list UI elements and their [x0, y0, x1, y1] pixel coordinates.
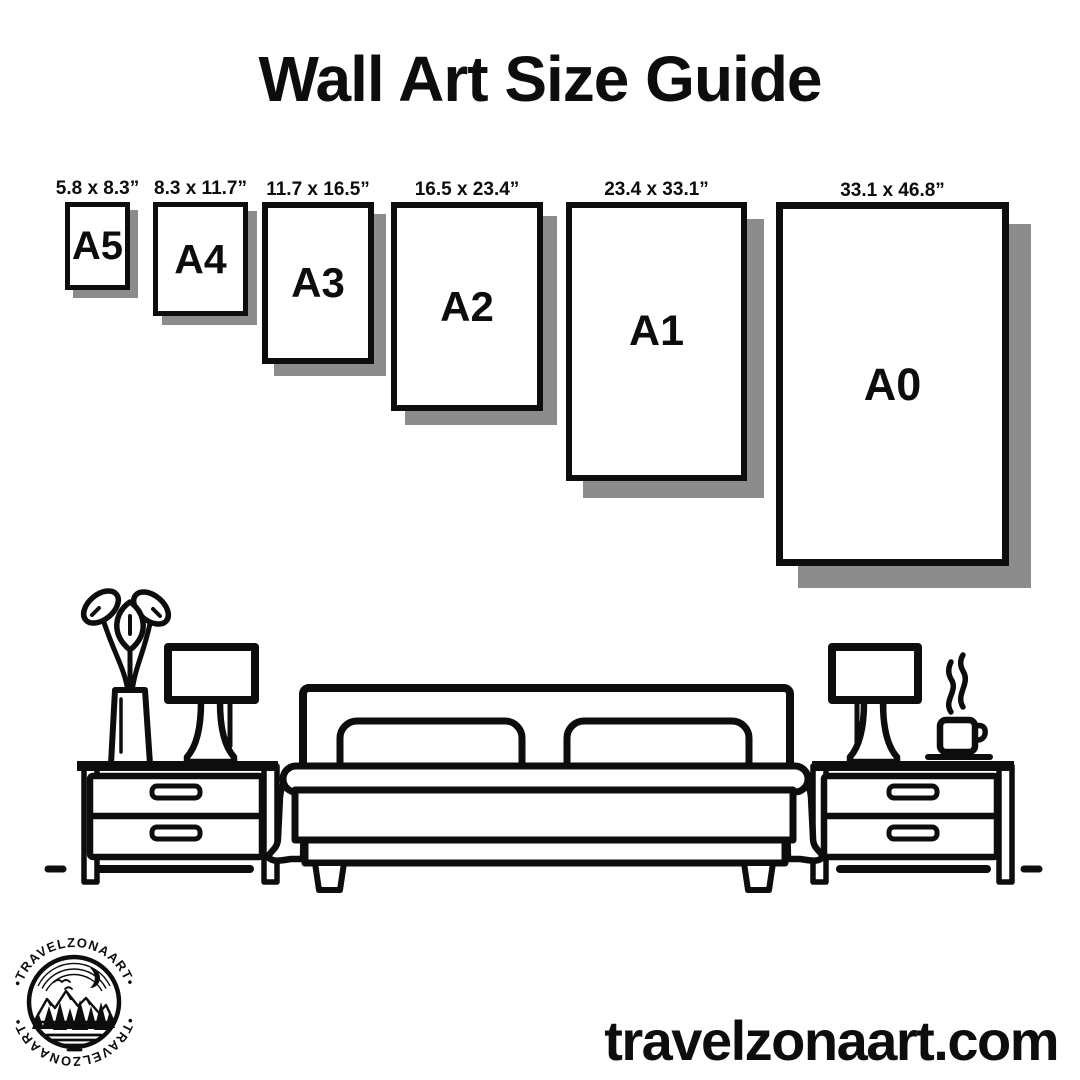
- size-box-a4: [153, 178, 248, 316]
- badge-ring-text-top: •TRAVELZONAART•: [9, 936, 139, 988]
- bed-frame: [305, 840, 785, 863]
- size-box-a3: [262, 179, 374, 364]
- size-code-a2: A2: [440, 282, 494, 330]
- size-dimensions-a1: 23.4 x 33.1”: [604, 179, 709, 200]
- size-code-a4: A4: [174, 235, 227, 282]
- size-code-a5: A5: [71, 224, 124, 268]
- size-box-a1: [566, 179, 747, 481]
- vase-plant-icon: [78, 585, 175, 764]
- brand-logo-svg: [8, 936, 140, 1068]
- size-box-a0: [776, 180, 1009, 566]
- size-dimensions-a2: 16.5 x 23.4”: [414, 179, 520, 200]
- coffee-cup-icon: [928, 655, 990, 757]
- nightstand-left-icon: [77, 761, 278, 882]
- mattress: [295, 790, 793, 840]
- size-dimensions-a4: 8.3 x 11.7”: [154, 178, 247, 199]
- size-code-a3: A3: [291, 259, 345, 306]
- badge-ring-text-bottom: •TRAVELZONAART•: [9, 1016, 139, 1068]
- size-code-a1: A1: [629, 307, 684, 355]
- size-code-a0: A0: [863, 358, 922, 410]
- size-box-a2: [391, 179, 543, 411]
- bedroom-illustration: [0, 580, 1080, 900]
- nightstand-right-icon: [812, 761, 1014, 882]
- brand-logo: [8, 936, 140, 1068]
- table-lamp-left-icon: [168, 647, 255, 762]
- size-box-a5: [55, 178, 140, 290]
- size-dimensions-a5: 5.8 x 8.3”: [55, 178, 140, 199]
- website-url: travelzonaart.com: [604, 1009, 1058, 1072]
- bedroom-scene-svg: [0, 580, 1080, 900]
- double-bed-icon: [268, 688, 823, 890]
- bed-foot-right: [744, 863, 773, 890]
- page-title: Wall Art Size Guide: [258, 43, 822, 115]
- size-dimensions-a3: 11.7 x 16.5”: [266, 179, 370, 200]
- bed-foot-left: [315, 863, 344, 890]
- size-dimensions-a0: 33.1 x 46.8”: [840, 180, 945, 201]
- table-lamp-right-icon: [832, 647, 918, 762]
